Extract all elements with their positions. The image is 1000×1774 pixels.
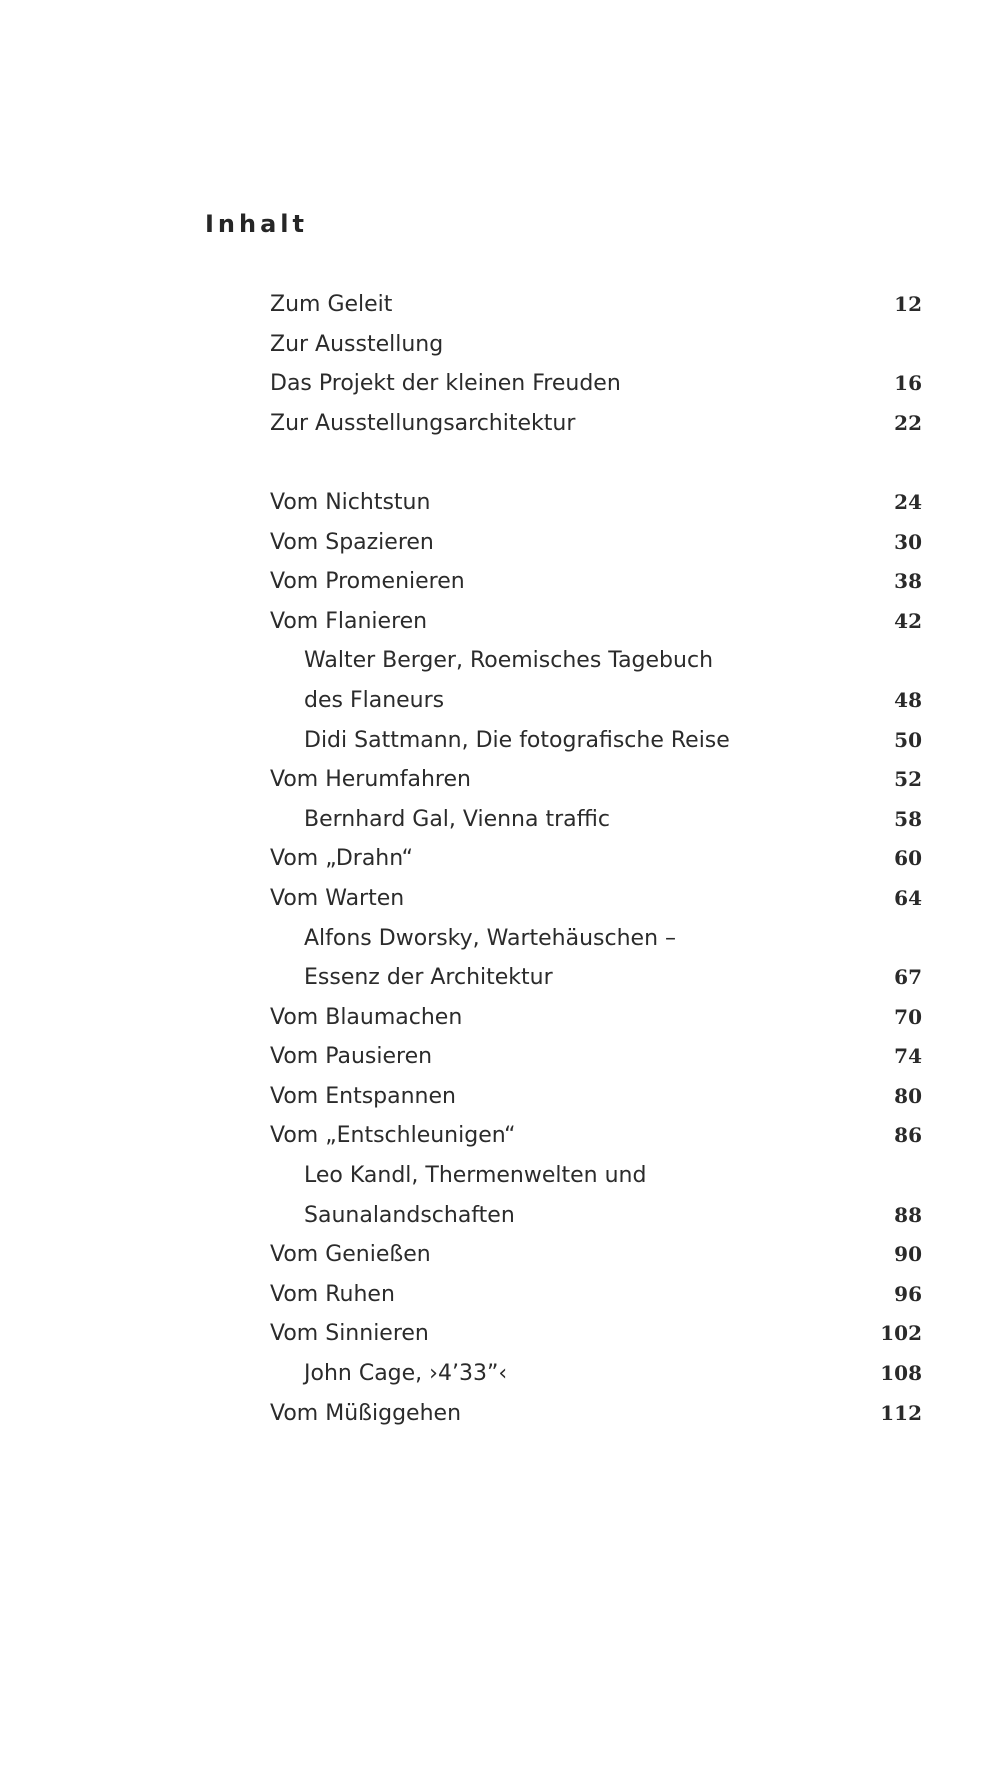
toc-entry-title: Vom Entspannen xyxy=(270,1083,456,1109)
toc-entry-title: Leo Kandl, Thermenwelten und xyxy=(304,1163,647,1189)
toc-subentry xyxy=(0,1196,1000,1236)
toc-entry-title: Zum Geleit xyxy=(270,292,393,317)
toc-subentry xyxy=(0,721,1000,761)
toc-entry xyxy=(0,325,1000,365)
toc-entry-page: 48 xyxy=(894,687,922,712)
toc-entry-page: 52 xyxy=(894,767,922,792)
toc-entry-page: 88 xyxy=(894,1202,922,1227)
toc-entry-title: Bernhard Gal, Vienna traffic xyxy=(304,806,610,832)
toc-subentry xyxy=(0,919,1000,959)
toc-entry-page: 96 xyxy=(894,1281,922,1306)
toc-entry-title: Zur Ausstellungsarchitektur xyxy=(270,410,576,436)
toc-entry xyxy=(0,879,1000,919)
toc-entry-title: Didi Sattmann, Die fotografische Reise xyxy=(304,727,730,753)
toc-entry xyxy=(0,1077,1000,1117)
toc-entry-title: Vom Pausieren xyxy=(270,1044,433,1070)
toc-entry xyxy=(0,602,1000,642)
toc-entry-page: 30 xyxy=(894,529,922,554)
toc-entry-page: 112 xyxy=(880,1400,922,1425)
toc-entry-page: 80 xyxy=(894,1083,922,1108)
toc-entry xyxy=(0,760,1000,800)
toc-entry-title: Vom Müßiggehen xyxy=(270,1400,462,1426)
toc-entry-title: Vom Ruhen xyxy=(270,1281,395,1307)
toc-entry xyxy=(0,562,1000,602)
toc-entry xyxy=(0,998,1000,1038)
toc-entry-title: Vom „Entschleunigen“ xyxy=(270,1123,516,1149)
toc-entry-title: Vom Genießen xyxy=(270,1242,431,1268)
toc-entry-title: Essenz der Architektur xyxy=(304,965,553,991)
toc-subentry xyxy=(0,958,1000,998)
toc-entry-page: 74 xyxy=(894,1044,922,1069)
toc-entry-page: 108 xyxy=(880,1361,922,1386)
toc-entry-page: 60 xyxy=(894,846,922,871)
toc-entry-page: 90 xyxy=(894,1242,922,1267)
toc-entry-page: 24 xyxy=(894,489,922,514)
toc-entry xyxy=(0,364,1000,404)
toc-entry-title: Walter Berger, Roemisches Tagebuch xyxy=(304,648,714,674)
toc-entry-title: Vom Warten xyxy=(270,885,405,911)
toc-entry-title: Vom Blaumachen xyxy=(270,1004,463,1030)
toc-entry-title: Vom Flanieren xyxy=(270,608,428,634)
toc-entry-page: 64 xyxy=(894,885,922,910)
toc-entry-title: des Flaneurs xyxy=(304,687,445,713)
toc-entry-title: Saunalandschaften xyxy=(304,1202,515,1228)
toc-entry-page: 70 xyxy=(894,1004,922,1029)
toc-entry-title: Vom Spazieren xyxy=(270,529,434,555)
table-of-contents xyxy=(0,285,1000,1433)
toc-entry-page: 86 xyxy=(894,1123,922,1148)
toc-subentry xyxy=(0,1354,1000,1394)
toc-entry xyxy=(0,285,1000,325)
toc-subentry xyxy=(0,681,1000,721)
toc-entry-page: 38 xyxy=(894,569,922,594)
toc-entry-page: 67 xyxy=(894,965,922,990)
toc-entry-page: 22 xyxy=(894,410,922,435)
toc-subentry xyxy=(0,800,1000,840)
toc-entry xyxy=(0,1116,1000,1156)
toc-entry-page: 12 xyxy=(894,292,922,316)
toc-entry xyxy=(0,404,1000,444)
toc-entry-title: John Cage, ›4’33”‹ xyxy=(304,1361,508,1387)
toc-entry-title: Vom Nichtstun xyxy=(270,489,431,515)
toc-entry-title: Das Projekt der kleinen Freuden xyxy=(270,371,621,397)
toc-entry-title: Vom Sinnieren xyxy=(270,1321,429,1347)
toc-entry-page: 16 xyxy=(894,371,922,396)
toc-entry-page: 102 xyxy=(880,1321,922,1346)
toc-subentry xyxy=(0,641,1000,681)
toc-entry-title: Zur Ausstellung xyxy=(270,331,444,357)
toc-entry-page: 42 xyxy=(894,608,922,633)
toc-entry-title: Vom Herumfahren xyxy=(270,767,471,793)
toc-entry xyxy=(0,1235,1000,1275)
toc-entry xyxy=(0,839,1000,879)
toc-entry-title: Vom Promenieren xyxy=(270,569,465,595)
toc-entry-page: 50 xyxy=(894,727,922,752)
toc-entry xyxy=(0,483,1000,523)
page-title: Inhalt xyxy=(205,210,308,238)
toc-entry-title: Alfons Dworsky, Wartehäuschen – xyxy=(304,925,677,951)
toc-entry xyxy=(0,1314,1000,1354)
toc-entry-title: Vom „Drahn“ xyxy=(270,846,413,872)
toc-entry-page: 58 xyxy=(894,806,922,831)
toc-subentry xyxy=(0,1156,1000,1196)
toc-entry xyxy=(0,1394,1000,1434)
toc-entry xyxy=(0,1037,1000,1077)
toc-entry xyxy=(0,523,1000,563)
toc-entry xyxy=(0,1275,1000,1315)
